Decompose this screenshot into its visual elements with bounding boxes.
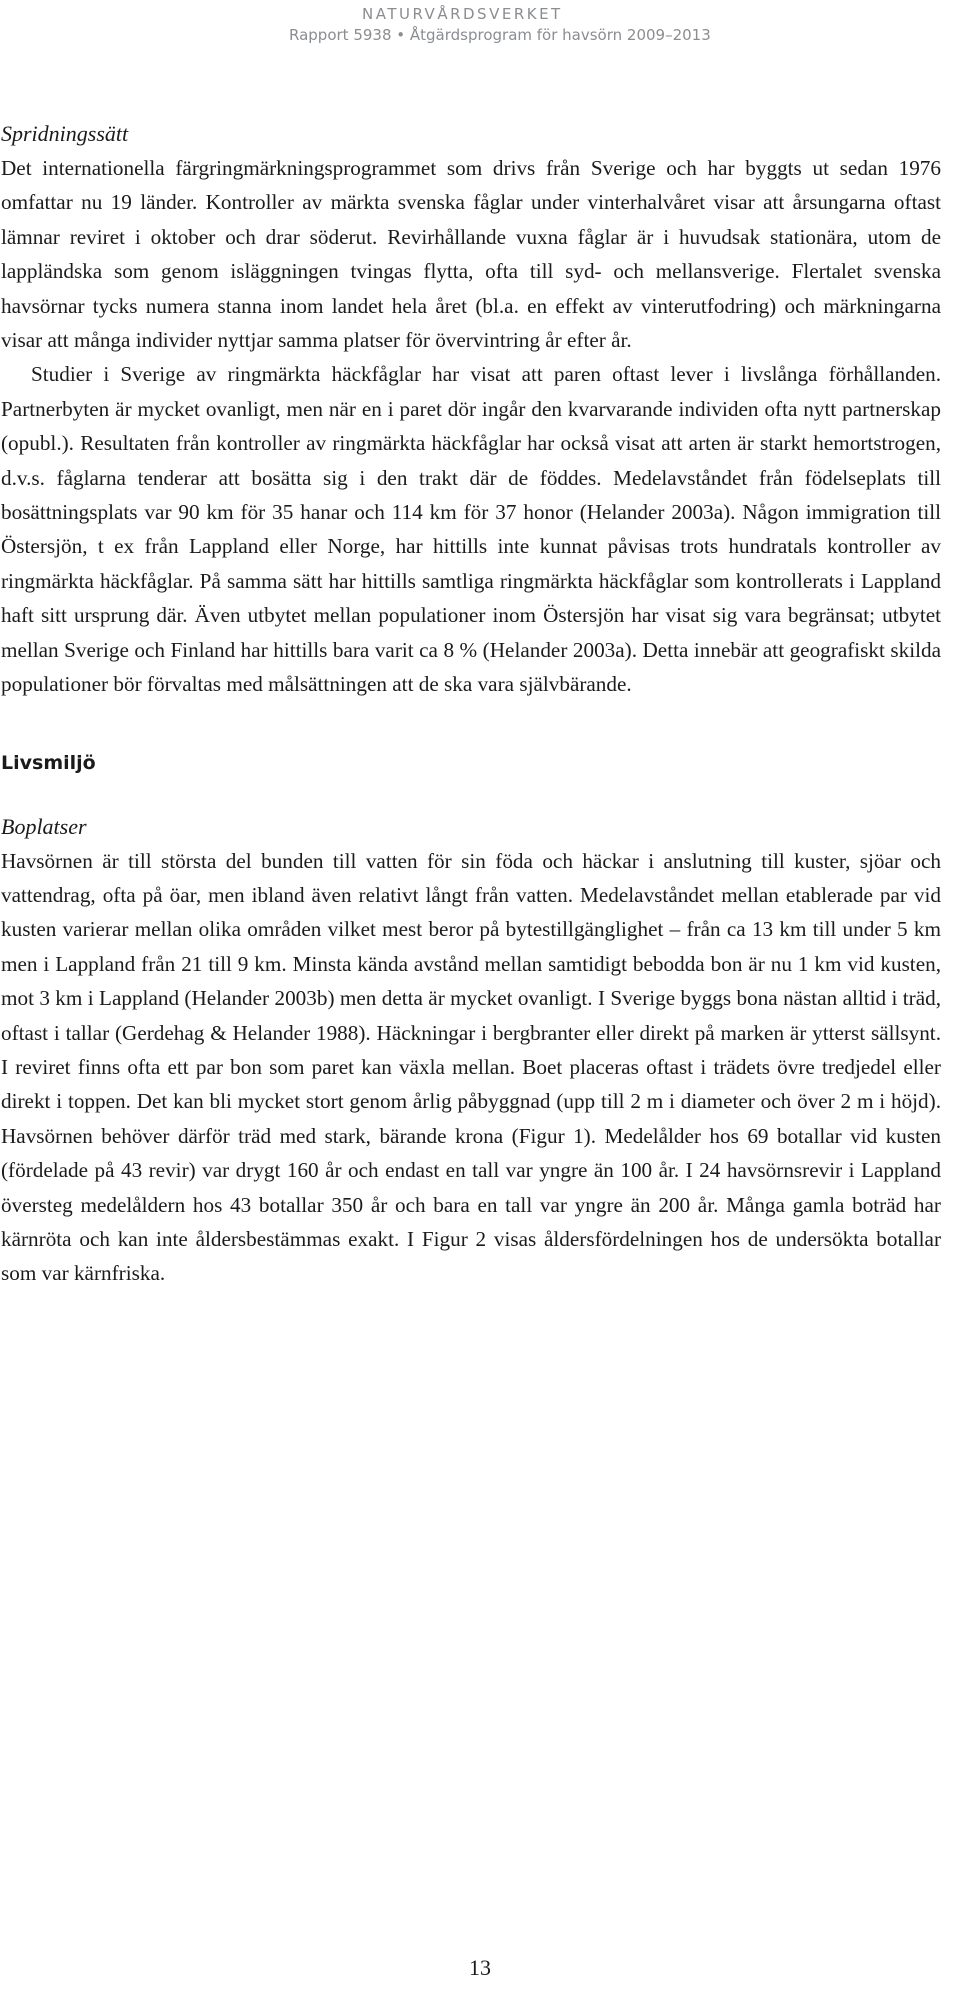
header-report-title: Rapport 5938 • Åtgärdsprogram för havsörn 2009–2013 — [289, 26, 711, 44]
paragraph-spridning-2: Studier i Sverige av ringmärkta häckfåglar har visat att paren oftast lever i livslånga förhållanden. Partnerbyten är mycket ovanligt, men när en i paret dör ingår den kvarvarande individen ofta nytt partnerskap (opubl.). Resultaten från kontroller av ringmärkta häckfåglar har också visat att arten är starkt hemortstrogen, d.v.s. fåglarna tenderar att bosätta sig i den trakt där de föddes. Medelavståndet från födelseplats till bosättningsplats var 90 km för 35 hanar och 114 km för 37 honor (Helander 2003a). Någon immigration till Östersjön, t ex från Lappland eller Norge, har hittills inte kunnat påvisas trots hundratals kontroller av ringmärkta häckfåglar. På samma sätt har hittills samtliga ringmärkta häckfåglar som kontrollerats i Lappland haft sitt ursprung där. Även utbytet mellan populationer inom Östersjön har visat sig vara begränsat; utbytet mellan Sverige och Finland har hittills bara varit ca 8 % (Helander 2003a). Detta innebär att geografiskt skilda populationer bör förvaltas med målsättningen att de ska vara självbärande. — [1, 362, 941, 697]
spacer — [1, 778, 941, 810]
paragraph-boplatser-1: Havsörnen är till största del bunden till vatten för sin föda och häckar i anslutning till kuster, sjöar och vattendrag, ofta på öar, men ibland även relativt långt från vatten. Medelavståndet mellan etablerade par vid kusten varierar mellan olika områden vilket mest beror på bytestillgänglighet – från ca 13 km till under 5 km men i Lappland från 21 till 9 km. Minsta kända avstånd mellan samtidigt bebodda bon är nu 1 km vid kusten, mot 3 km i Lappland (Helander 2003b) men detta är mycket ovanligt. I Sverige byggs bona nästan alltid i träd, oftast i tallar (Gerdehag & Helander 1988). Häckningar i bergbranter eller direkt på marken är ytterst sällsynt. I reviret finns ofta ett par bon som paret kan växla mellan. Boet placeras oftast i trädets övre tredjedel eller direkt i toppen. Det kan bli mycket stort genom årlig påbyggnad (upp till 2 m i diameter och över 2 m i höjd). Havsörnen behöver därför träd med stark, bärande krona (Figur 1). Medelålder hos 69 botallar vid kusten (fördelade på 43 revir) var drygt 160 år och endast en tall var yngre än 100 år. I 24 havsörnsrevir i Lappland översteg medelåldern hos 43 botallar 350 år och bara en tall var yngre än 200 år. Många gamla boträd har kärnröta och kan inte åldersbestämmas exakt. I Figur 2 visas åldersfördelningen hos de undersökta botallar som var kärnfriska. — [1, 848, 941, 1286]
section-heading-livsmiljo: Livsmiljö — [1, 751, 96, 774]
paragraph-spridning-1: Det internationella färgringmärkningsprogrammet som drivs från Sverige och har byggts ut sedan 1976 omfattar nu 19 länder. Kontroller av märkta svenska fåglar under vinterhalvåret visar att årsungarna oftast lämnar reviret i oktober och drar söderut. Revirhållande vuxna fåglar är i huvudsak stationära, utom de lappländska som genom isläggningen tvingas flytta, ofta till syd- och mellansverige. Flertalet svenska havsörnar tycks numera stanna inom landet hela året (bl.a. en effekt av vinterutfodring) och märkningarna visar att många individer nyttjar samma platser för övervintring år efter år. — [1, 156, 941, 353]
page-number: 13 — [469, 1955, 491, 1980]
subheading-spridningssatt: Spridningssätt — [1, 121, 129, 146]
subheading-boplatser: Boplatser — [1, 813, 87, 839]
header-organization: NATURVÅRDSVERKET — [362, 5, 563, 23]
spacer — [1, 702, 941, 748]
document-body — [1, 117, 941, 1291]
page-header — [242, 4, 711, 46]
